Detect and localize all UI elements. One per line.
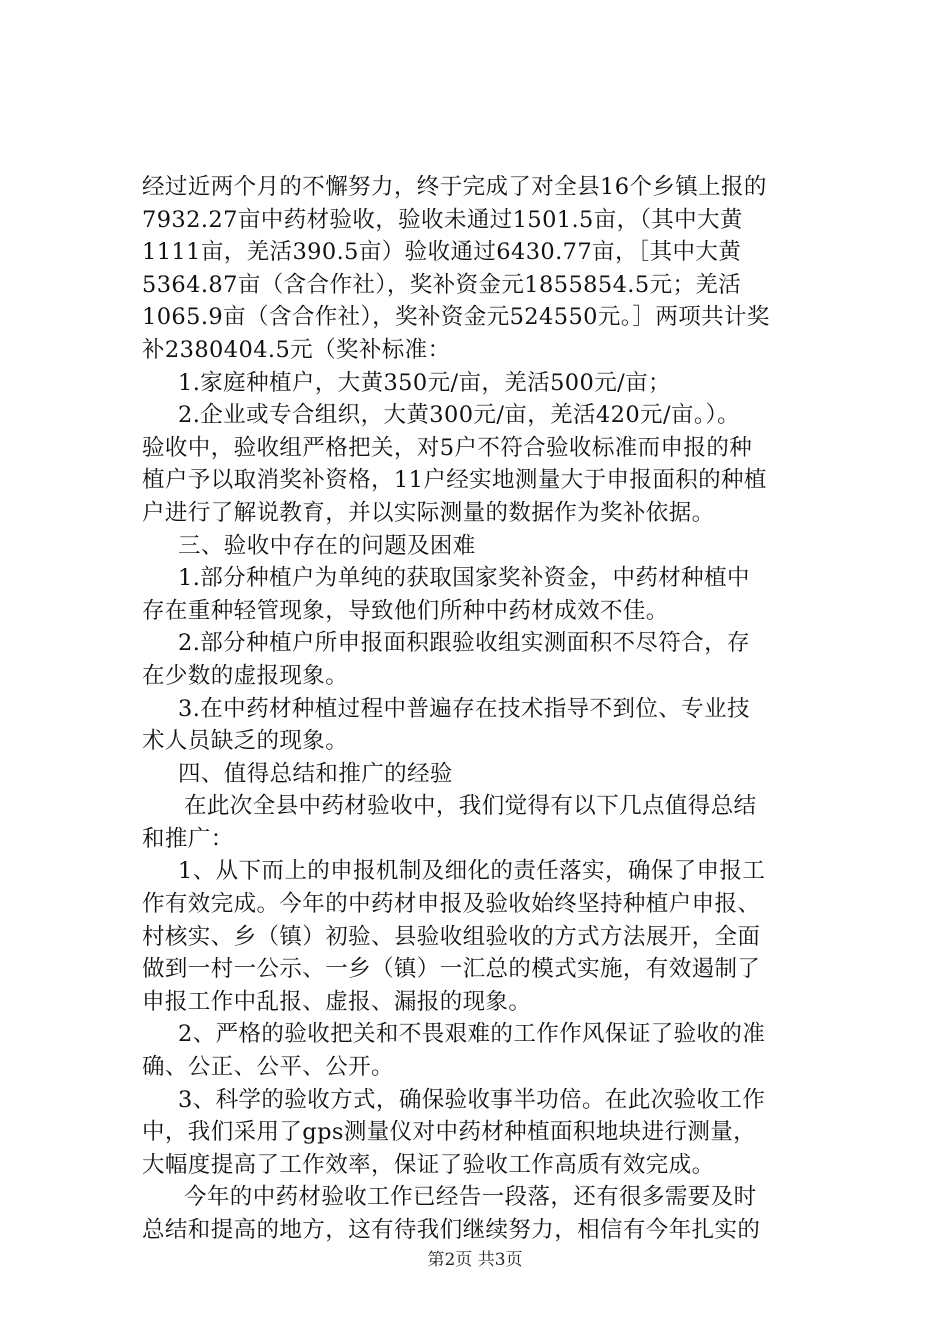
text-line: 中，我们采用了gps测量仪对中药材种植面积地块进行测量， bbox=[142, 1119, 757, 1146]
text-line: 1065.9亩（含合作社），奖补资金元524550元。］两项共计奖 bbox=[142, 304, 770, 331]
text-line: 确、公正、公平、公开。 bbox=[142, 1054, 394, 1081]
text-line: 存在重种轻管现象，导致他们所种中药材成效不佳。 bbox=[142, 597, 669, 624]
text-line: 总结和提高的地方，这有待我们继续努力，相信有今年扎实的 bbox=[142, 1217, 761, 1243]
list-item: 2.部分种植户所申报面积跟验收组实测面积不尽符合，存 bbox=[178, 630, 750, 657]
section-heading: 三、验收中存在的问题及困难 bbox=[178, 532, 476, 559]
document-body bbox=[142, 171, 832, 1247]
list-item: 3.在中药材种植过程中普遍存在技术指导不到位、专业技 bbox=[178, 695, 750, 722]
text-line: 补2380404.5元（奖补标准： bbox=[142, 336, 451, 363]
text-line: 做到一村一公示、一乡（镇）一汇总的模式实施，有效遏制了 bbox=[142, 956, 761, 983]
list-item: 2.企业或专合组织，大黄300元/亩，羌活420元/亩。）。 bbox=[178, 402, 741, 429]
paragraph-start: 在此次全县中药材验收中，我们觉得有以下几点值得总结 bbox=[184, 793, 757, 820]
list-item: 1.家庭种植户，大黄350元/亩，羌活500元/亩； bbox=[178, 369, 671, 396]
list-item: 1、从下而上的申报机制及细化的责任落实，确保了申报工 bbox=[178, 858, 766, 885]
text-line: 5364.87亩（含合作社），奖补资金元1855854.5元；羌活 bbox=[142, 271, 742, 298]
text-line: 术人员缺乏的现象。 bbox=[142, 728, 349, 755]
text-line: 户进行了解说教育，并以实际测量的数据作为奖补依据。 bbox=[142, 499, 715, 526]
list-item: 1.部分种植户为单纯的获取国家奖补资金，中药材种植中 bbox=[178, 565, 750, 592]
text-line: 在少数的虚报现象。 bbox=[142, 662, 349, 689]
text-line: 作有效完成。今年的中药材申报及验收始终坚持种植户申报、 bbox=[142, 891, 761, 918]
text-line: 申报工作中乱报、虚报、漏报的现象。 bbox=[142, 988, 532, 1015]
text-line: 验收中，验收组严格把关，对5户不符合验收标准而申报的种 bbox=[142, 434, 753, 461]
paragraph-start: 今年的中药材验收工作已经告一段落，还有很多需要及时 bbox=[184, 1184, 757, 1211]
section-heading: 四、值得总结和推广的经验 bbox=[178, 760, 453, 787]
text-line: 经过近两个月的不懈努力，终于完成了对全县16个乡镇上报的 bbox=[142, 174, 767, 200]
text-line: 大幅度提高了工作效率，保证了验收工作高质有效完成。 bbox=[142, 1151, 715, 1178]
text-line: 村核实、乡（镇）初验、县验收组验收的方式方法展开，全面 bbox=[142, 923, 761, 950]
page-number-footer: 第2页 共3页 bbox=[427, 1250, 523, 1270]
text-line: 植户予以取消奖补资格，11户经实地测量大于申报面积的种植 bbox=[142, 467, 767, 494]
text-line: 1111亩，羌活390.5亩）验收通过6430.77亩，［其中大黄 bbox=[142, 239, 742, 266]
text-line: 7932.27亩中药材验收，验收未通过1501.5亩，（其中大黄 bbox=[142, 206, 743, 233]
list-item: 3、科学的验收方式，确保验收事半功倍。在此次验收工作 bbox=[178, 1086, 766, 1113]
text-line: 和推广： bbox=[142, 825, 234, 852]
list-item: 2、严格的验收把关和不畏艰难的工作作风保证了验收的准 bbox=[178, 1021, 766, 1048]
